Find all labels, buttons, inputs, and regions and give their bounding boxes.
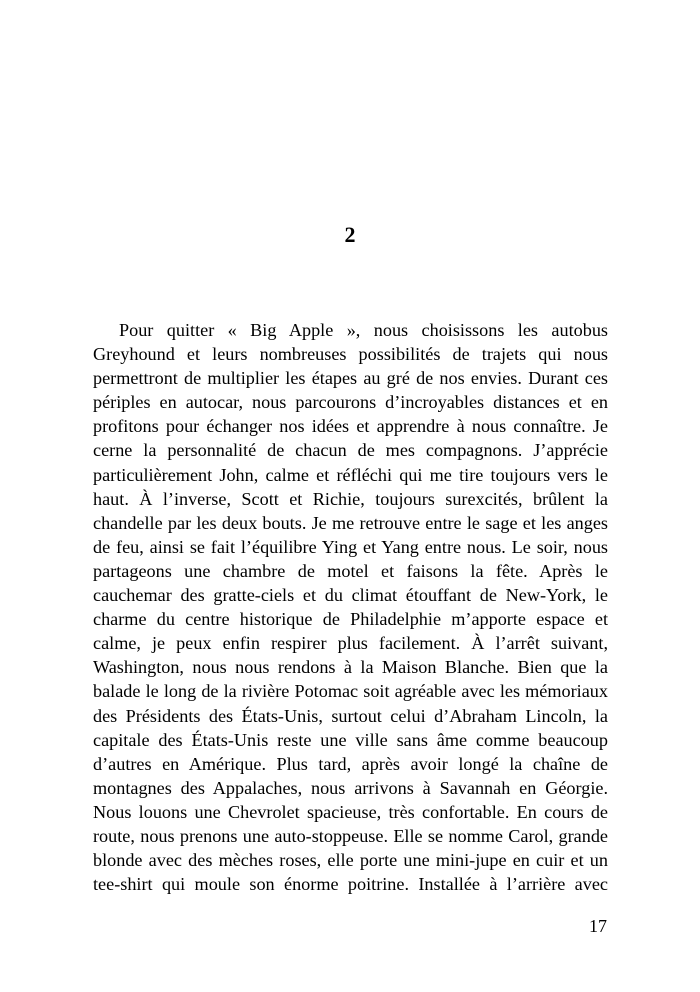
text-line: route, nous prenons une auto-stoppeuse. Elle se nomme Carol, grande bbox=[93, 825, 608, 846]
text-line: cauchemar des gratte-ciels et du climat étouffant de New-York, le bbox=[93, 585, 608, 606]
text-line: tee-shirt qui moule son énorme poitrine. Installée à l’arrière avec bbox=[93, 874, 608, 895]
chapter-number: 2 bbox=[344, 222, 356, 247]
text-line: Pour quitter « Big Apple », nous choisissons les autobus bbox=[119, 320, 608, 340]
text-line: balade le long de la rivière Potomac soit agréable avec les mémoriaux bbox=[93, 681, 608, 702]
text-line: périples en autocar, nous parcourons d’incroyables distances et en bbox=[93, 392, 608, 413]
text-line: Washington, nous nous rendons à la Maison Blanche. Bien que la bbox=[93, 657, 608, 678]
text-line: Greyhound et leurs nombreuses possibilités de trajets qui nous bbox=[93, 344, 608, 365]
text-line: d’autres en Amérique. Plus tard, après avoir longé la chaîne de bbox=[93, 753, 608, 774]
text-line: particulièrement John, calme et réfléchi qui me tire toujours vers le bbox=[93, 464, 608, 485]
text-line: Nous louons une Chevrolet spacieuse, très confortable. En cours de bbox=[93, 801, 608, 822]
page-number: 17 bbox=[589, 916, 607, 936]
text-line: profitons pour échanger nos idées et apprendre à nous connaître. Je bbox=[93, 416, 608, 437]
text-line: partageons une chambre de motel et faisons la fête. Après le bbox=[93, 560, 608, 581]
text-line: charme du centre historique de Philadelphie m’apporte espace et bbox=[93, 609, 608, 630]
text-line: cerne la personnalité de chacun de mes compagnons. J’apprécie bbox=[93, 440, 608, 461]
text-line: capitale des États-Unis reste une ville sans âme comme beaucoup bbox=[93, 729, 608, 750]
text-line: calme, je peux enfin respirer plus facilement. À l’arrêt suivant, bbox=[93, 633, 608, 654]
text-line: montagnes des Appalaches, nous arrivons à Savannah en Géorgie. bbox=[93, 777, 608, 798]
body-paragraph bbox=[93, 318, 608, 896]
text-line: haut. À l’inverse, Scott et Richie, toujours surexcités, brûlent la bbox=[93, 488, 608, 509]
text-line: chandelle par les deux bouts. Je me retrouve entre le sage et les anges bbox=[93, 512, 608, 533]
text-line: de feu, ainsi se fait l’équilibre Ying et Yang entre nous. Le soir, nous bbox=[93, 536, 608, 557]
text-line: blonde avec des mèches roses, elle porte une mini-jupe en cuir et un bbox=[93, 850, 608, 871]
text-line: permettront de multiplier les étapes au gré de nos envies. Durant ces bbox=[93, 368, 608, 389]
text-line: des Présidents des États-Unis, surtout celui d’Abraham Lincoln, la bbox=[93, 705, 608, 726]
